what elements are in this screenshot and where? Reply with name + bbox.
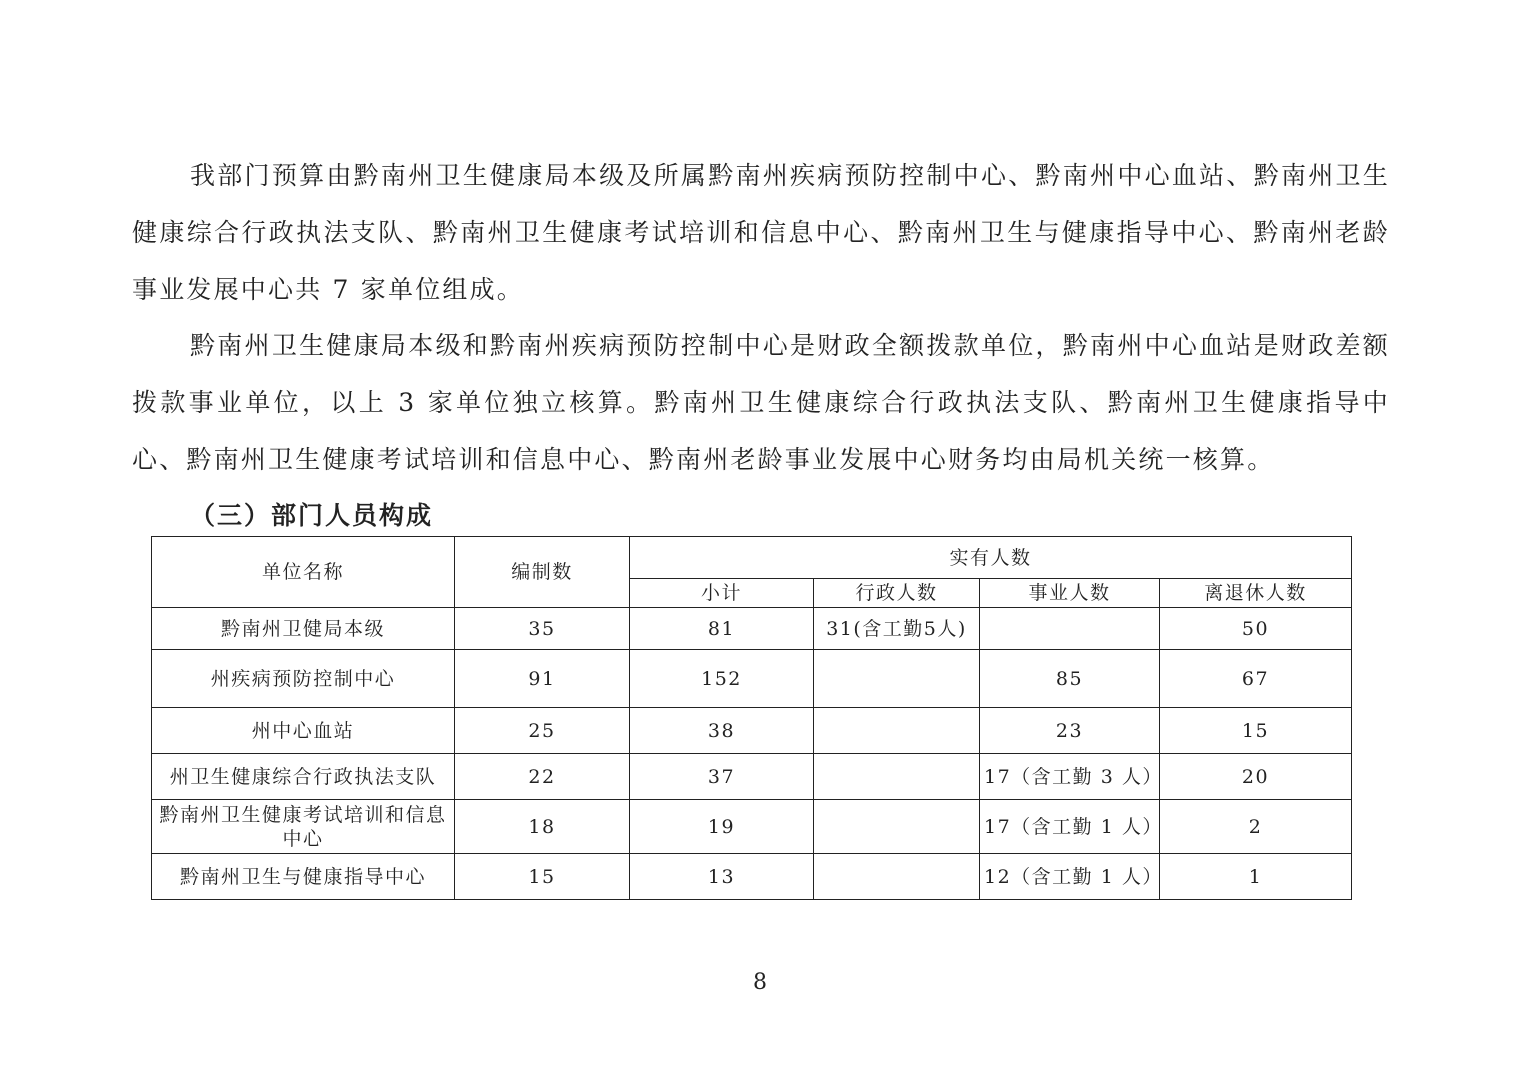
cell-public-service: 85 — [980, 650, 1160, 708]
header-quota: 编制数 — [455, 537, 630, 608]
cell-quota: 22 — [455, 754, 630, 800]
cell-public-service — [980, 608, 1160, 650]
cell-admin — [814, 854, 980, 900]
header-admin-count: 行政人数 — [814, 579, 980, 608]
cell-quota: 25 — [455, 708, 630, 754]
cell-subtotal: 13 — [630, 854, 814, 900]
cell-quota: 15 — [455, 854, 630, 900]
cell-public-service: 17（含工勤 1 人） — [980, 800, 1160, 854]
intro-paragraph-funding: 黔南州卫生健康局本级和黔南州疾病预防控制中心是财政全额拨款单位，黔南州中心血站是财政差额拨款事业单位，以上 3 家单位独立核算。黔南州卫生健康综合行政执法支队、黔南州卫生健康指导中心、黔南州卫生健康考试培训和信息中心、黔南州老龄事业发展中心财务均由局机关统一核算。 — [132, 331, 1390, 474]
header-retired-count: 离退休人数 — [1160, 579, 1352, 608]
cell-subtotal: 81 — [630, 608, 814, 650]
cell-subtotal: 152 — [630, 650, 814, 708]
cell-quota: 91 — [455, 650, 630, 708]
cell-admin — [814, 708, 980, 754]
cell-subtotal: 38 — [630, 708, 814, 754]
cell-subtotal: 37 — [630, 754, 814, 800]
table-row — [152, 650, 1352, 708]
cell-admin — [814, 800, 980, 854]
staff-composition-table — [151, 536, 1352, 900]
header-subtotal: 小计 — [630, 579, 814, 608]
section-heading: （三）部门人员构成 — [190, 501, 434, 530]
cell-retired: 20 — [1160, 754, 1352, 800]
header-public-service-count: 事业人数 — [980, 579, 1160, 608]
cell-unit: 州中心血站 — [152, 708, 455, 754]
cell-retired: 1 — [1160, 854, 1352, 900]
cell-public-service: 12（含工勤 1 人） — [980, 854, 1160, 900]
cell-unit: 黔南州卫健局本级 — [152, 608, 455, 650]
cell-unit: 州疾病预防控制中心 — [152, 650, 455, 708]
table-header-row — [152, 537, 1352, 579]
intro-paragraph-units: 我部门预算由黔南州卫生健康局本级及所属黔南州疾病预防控制中心、黔南州中心血站、黔南州卫生健康综合行政执法支队、黔南州卫生健康考试培训和信息中心、黔南州卫生与健康指导中心、黔南州老龄事业发展中心共 7 家单位组成。 — [132, 161, 1390, 304]
table-row — [152, 608, 1352, 650]
cell-public-service: 23 — [980, 708, 1160, 754]
cell-retired: 2 — [1160, 800, 1352, 854]
cell-retired: 15 — [1160, 708, 1352, 754]
cell-quota: 35 — [455, 608, 630, 650]
cell-admin — [814, 754, 980, 800]
cell-quota: 18 — [455, 800, 630, 854]
cell-public-service: 17（含工勤 3 人） — [980, 754, 1160, 800]
table-row — [152, 754, 1352, 800]
cell-admin — [814, 650, 980, 708]
cell-subtotal: 19 — [630, 800, 814, 854]
table-row — [152, 708, 1352, 754]
table-row — [152, 854, 1352, 900]
table-row — [152, 800, 1352, 854]
cell-unit: 州卫生健康综合行政执法支队 — [152, 754, 455, 800]
cell-unit: 黔南州卫生与健康指导中心 — [152, 854, 455, 900]
cell-retired: 67 — [1160, 650, 1352, 708]
cell-retired: 50 — [1160, 608, 1352, 650]
cell-unit: 黔南州卫生健康考试培训和信息中心 — [152, 800, 455, 854]
header-actual-count: 实有人数 — [630, 537, 1352, 579]
header-unit-name: 单位名称 — [152, 537, 455, 608]
cell-admin: 31(含工勤5人) — [814, 608, 980, 650]
page-number: 8 — [753, 970, 767, 995]
